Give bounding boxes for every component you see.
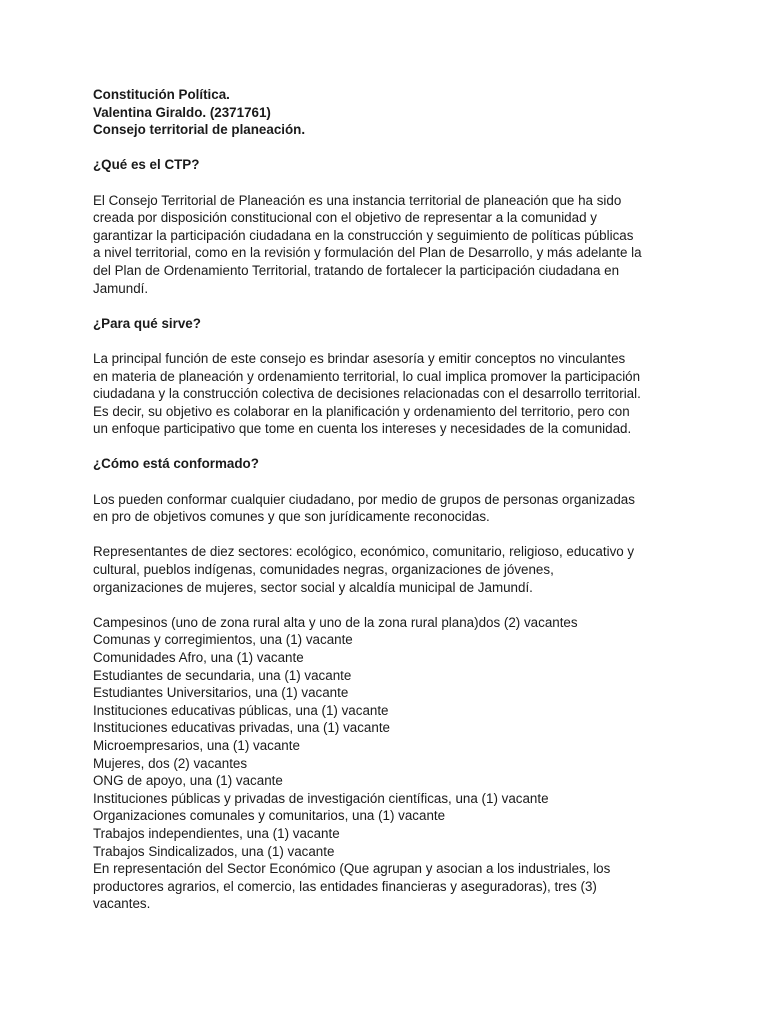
list-item: Comunas y corregimientos, una (1) vacante [93, 632, 353, 648]
list-item: Instituciones educativas privadas, una (1) vacante [93, 720, 390, 736]
vacancy-list [93, 614, 683, 913]
paragraph-line: creada por disposición constitucional con el objetivo de representar a la comunidad y [93, 210, 597, 226]
section-paragraph-sectors [93, 543, 683, 596]
spacer [93, 174, 683, 192]
paragraph-line: del Plan de Ordenamiento Territorial, tratando de fortalecer la participación ciudadana en [93, 262, 620, 278]
spacer [93, 332, 683, 350]
spacer [93, 473, 683, 491]
document-title: Consejo territorial de planeación. [93, 122, 306, 138]
document-header [93, 86, 683, 139]
author-name: Valentina Giraldo. (2371761) [93, 104, 271, 120]
paragraph-line: El Consejo Territorial de Planeación es una instancia territorial de planeación que ha sido [93, 192, 622, 208]
spacer [93, 139, 683, 157]
document-page [93, 86, 683, 913]
list-item: vacantes. [93, 896, 151, 912]
list-item: Trabajos Sindicalizados, una (1) vacante [93, 843, 335, 859]
paragraph-line: en pro de objetivos comunes y que son jurídicamente reconocidas. [93, 509, 490, 525]
spacer [93, 596, 683, 614]
paragraph-line: Representantes de diez sectores: ecológico, económico, comunitario, religioso, educativo y [93, 544, 635, 560]
paragraph-line: ciudadana y la construcción colectiva de decisiones relacionadas con el desarrollo territorial. [93, 386, 641, 402]
section-heading-composition: ¿Cómo está conformado? [93, 456, 259, 472]
list-item: ONG de apoyo, una (1) vacante [93, 773, 283, 789]
section-paragraph-composition [93, 491, 683, 526]
list-item: Comunidades Afro, una (1) vacante [93, 650, 304, 665]
paragraph-line: La principal función de este consejo es brindar asesoría y emitir conceptos no vinculantes [93, 350, 626, 366]
section-heading-what: ¿Qué es el CTP? [93, 157, 200, 173]
list-item: Organizaciones comunales y comunitarios, una (1) vacante [93, 808, 446, 824]
paragraph-line: Los pueden conformar cualquier ciudadano, por medio de grupos de personas organizadas [93, 491, 635, 507]
list-item: Campesinos (uno de zona rural alta y uno de la zona rural plana)dos (2) vacantes [93, 614, 578, 630]
list-item: Estudiantes Universitarios, una (1) vacante [93, 685, 349, 701]
paragraph-line: Es decir, su objetivo es colaborar en la planificación y ordenamiento del territorio, pero con [93, 403, 630, 419]
paragraph-line: Jamundí. [93, 280, 149, 296]
list-item: En representación del Sector Económico (Que agrupan y asocian a los industriales, los [93, 861, 611, 877]
list-item: Trabajos independientes, una (1) vacante [93, 825, 340, 841]
paragraph-line: a nivel territorial, como en la revisión y formulación del Plan de Desarrollo, y más adelante la [93, 245, 642, 261]
list-item: Estudiantes de secundaria, una (1) vacante [93, 667, 352, 683]
list-item: Instituciones públicas y privadas de investigación científicas, una (1) vacante [93, 790, 549, 806]
paragraph-line: garantizar la participación ciudadana en la construcción y seguimiento de políticas públicas [93, 227, 634, 243]
list-item: Microempresarios, una (1) vacante [93, 737, 300, 753]
section-paragraph-purpose [93, 350, 683, 438]
paragraph-line: un enfoque participativo que tome en cuenta los intereses y necesidades de la comunidad. [93, 421, 632, 437]
paragraph-line: cultural, pueblos indígenas, comunidades negras, organizaciones de jóvenes, [93, 562, 554, 578]
course-title: Constitución Política. [93, 87, 230, 102]
list-item: productores agrarios, el comercio, las entidades financieras y aseguradoras), tres (3) [93, 878, 597, 894]
paragraph-line: organizaciones de mujeres, sector social y alcaldía municipal de Jamundí. [93, 579, 533, 595]
spacer [93, 297, 683, 315]
section-heading-purpose: ¿Para qué sirve? [93, 315, 201, 331]
spacer [93, 438, 683, 456]
list-item: Instituciones educativas públicas, una (1) vacante [93, 702, 389, 718]
list-item: Mujeres, dos (2) vacantes [93, 755, 248, 771]
spacer [93, 526, 683, 544]
paragraph-line: en materia de planeación y ordenamiento territorial, lo cual implica promover la participación [93, 368, 641, 384]
section-paragraph-what [93, 192, 683, 298]
